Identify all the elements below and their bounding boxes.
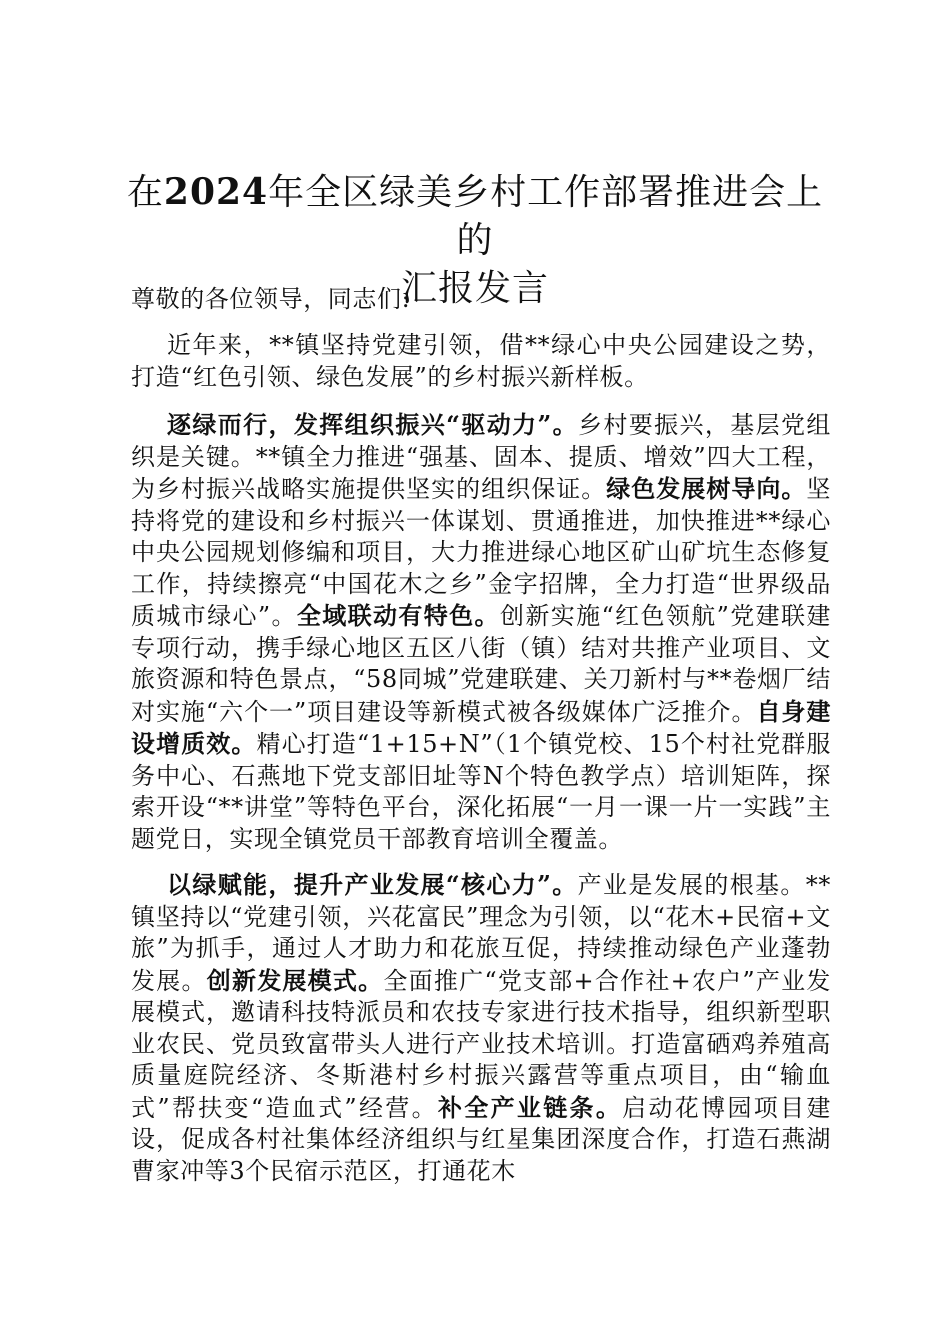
title-line2: 汇报发言 (400, 268, 549, 309)
paragraph-text: 产业是发展的根基。**镇坚持以“党建引领，兴花富民”理念为引领，以“花木+民宿+文旅”为抓手，通过人才助力和花旅互促，持续推动绿色产业蓬勃发展。 (131, 871, 831, 995)
paragraph-text: 乡村要振兴，基层党组织是关键。**镇全力推进“强基、固本、提质、增效”四大工程，为乡村振兴战略实施提供坚实的组织保证。 (131, 411, 832, 503)
section-heading: 以绿赋能，提升产业发展“核心力”。 (167, 870, 578, 899)
title-line1-rest: 年全区绿美乡村工作部署推进会上的 (268, 172, 824, 261)
title-prefix: 在 (126, 172, 164, 213)
paragraph-text: 精心打造“1+15+N”（1个镇党校、15个村社党群服务中心、石燕地下党支部旧址等N个特色教学点）培训矩阵，探索开设“**讲堂”等特色平台，深化拓展“一月一课一片一实践”主题党日，实现全镇党员干部教育培训全覆盖。 (131, 730, 831, 853)
salutation: 尊敬的各位领导，同志们: (131, 285, 411, 313)
section-heading: 逐绿而行，发挥组织振兴“驱动力”。 (167, 410, 579, 439)
subsection-heading: 创新发展模式。 (206, 965, 384, 995)
paragraph-organization (131, 409, 831, 855)
paragraph-text: 启动花博园项目建设，促成各村社集体经济组织与红星集团深度合作，打造石燕湖曹家冲等3个民宿示范区，打通花木 (131, 1093, 831, 1185)
title-year: 2024 (163, 171, 269, 213)
subsection-heading: 全域联动有特色。 (296, 601, 500, 630)
paragraph-text: 创新实施“红色领航”党建联建专项行动，携手绿心地区五区八街（镇）结对共推产业项目、文旅资源和特色景点，“58同城”党建联建、关刀新村与**卷烟厂结对实施“六个一”项目建设等新模式被各级媒体广泛推介。 (131, 602, 831, 726)
subsection-heading: 补全产业链条。 (437, 1092, 623, 1122)
subsection-heading: 自身建设增质效。 (131, 696, 831, 758)
paragraph-text: 全面推广“党支部+合作社+农户”产业发展模式，邀请科技特派员和农技专家进行技术指导，组织新型职业农民、党员致富带头人进行产业技术培训。打造富硒鸡养殖高质量庭院经济、冬斯港村乡村振兴露营等重点项目，由“输血式”帮扶变“造血式”经营。 (131, 966, 831, 1122)
paragraph-industry (131, 869, 831, 1187)
paragraph-text: 坚持将党的建设和乡村振兴一体谋划、贯通推进，加快推进**绿心中央公园规划修编和项目，大力推进绿心地区矿山矿坑生态修复工作，持续擦亮“中国花木之乡”金字招牌，全力打造“世界级品质城市绿心”。 (131, 475, 831, 630)
subsection-heading: 绿色发展树导向。 (606, 474, 807, 503)
paragraph-text: 近年来，**镇坚持党建引领，借**绿心中央公园建设之势，打造“红色引领、绿色发展”的乡村振兴新样板。 (131, 331, 831, 391)
paragraph-intro (131, 330, 831, 393)
